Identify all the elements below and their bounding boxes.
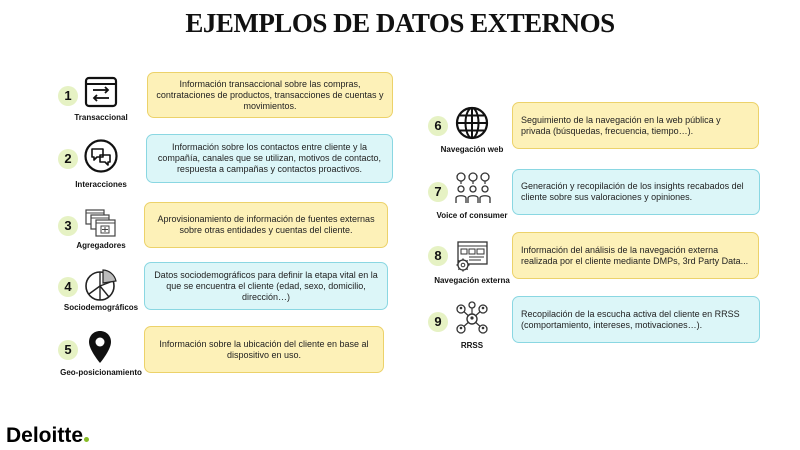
item-number: 2 xyxy=(58,149,78,169)
item-number: 8 xyxy=(428,246,448,266)
item-description-box: Información transaccional sobre las compras, contrataciones de productos, transacciones de cuentas y movimientos. xyxy=(147,72,393,118)
pie-chart-icon xyxy=(84,268,118,302)
item-description-box: Información sobre la ubicación del cliente en base al dispositivo en uso. xyxy=(144,326,384,373)
item-description-box: Información del análisis de la navegación externa realizada por el cliente mediante DMPs, 3rd Party Data... xyxy=(512,232,759,279)
consumer-voice-icon xyxy=(455,172,491,206)
item-label: Voice of consumer xyxy=(436,211,508,220)
item-label: Interacciones xyxy=(75,180,127,189)
item-label: Navegación externa xyxy=(434,276,510,285)
item-number: 4 xyxy=(58,277,78,297)
item-description-box: Seguimiento de la navegación en la web pública y privada (búsquedas, frecuencia, tiempo…). xyxy=(512,102,759,149)
transaction-icon xyxy=(84,76,118,108)
social-network-icon xyxy=(454,301,490,337)
page-title: EJEMPLOS DE DATOS EXTERNOS xyxy=(185,8,615,38)
item-number: 5 xyxy=(58,340,78,360)
dashboard-gear-icon xyxy=(455,240,489,274)
item-number: 1 xyxy=(58,86,78,106)
item-description-box: Recopilación de la escucha activa del cliente en RRSS (comportamiento, intereses, motivaciones…). xyxy=(512,296,760,343)
item-description-box: Datos sociodemográficos para definir la etapa vital en la que se encuentra el cliente (edad, sexo, domicilio, dirección…) xyxy=(144,262,388,310)
windows-icon xyxy=(84,208,118,238)
deloitte-logo xyxy=(6,424,89,448)
globe-icon xyxy=(455,106,489,140)
item-number: 3 xyxy=(58,216,78,236)
item-number: 9 xyxy=(428,312,448,332)
logo-dot xyxy=(84,437,89,442)
item-number: 6 xyxy=(428,116,448,136)
item-label: Navegación web xyxy=(440,145,504,154)
item-label: Sociodemográficos xyxy=(63,303,139,312)
item-description-box: Generación y recopilación de los insights recabados del cliente sobre sus valoraciones y opiniones. xyxy=(512,169,760,215)
item-label: Geo-posicionamiento xyxy=(60,368,142,377)
logo-text: Deloitte xyxy=(6,424,84,447)
item-label: Agregadores xyxy=(76,241,126,250)
item-label: Transaccional xyxy=(74,113,128,122)
chat-icon xyxy=(84,139,118,173)
location-pin-icon xyxy=(88,330,112,364)
item-description-box: Información sobre los contactos entre cliente y la compañía, canales que se utilizan, motivos de contacto, respuesta a campañas y contactos proactivos. xyxy=(146,134,393,183)
item-number: 7 xyxy=(428,182,448,202)
item-label: RRSS xyxy=(460,341,484,350)
item-description-box: Aprovisionamiento de información de fuentes externas sobre otras entidades y cuentas del cliente. xyxy=(144,202,388,248)
